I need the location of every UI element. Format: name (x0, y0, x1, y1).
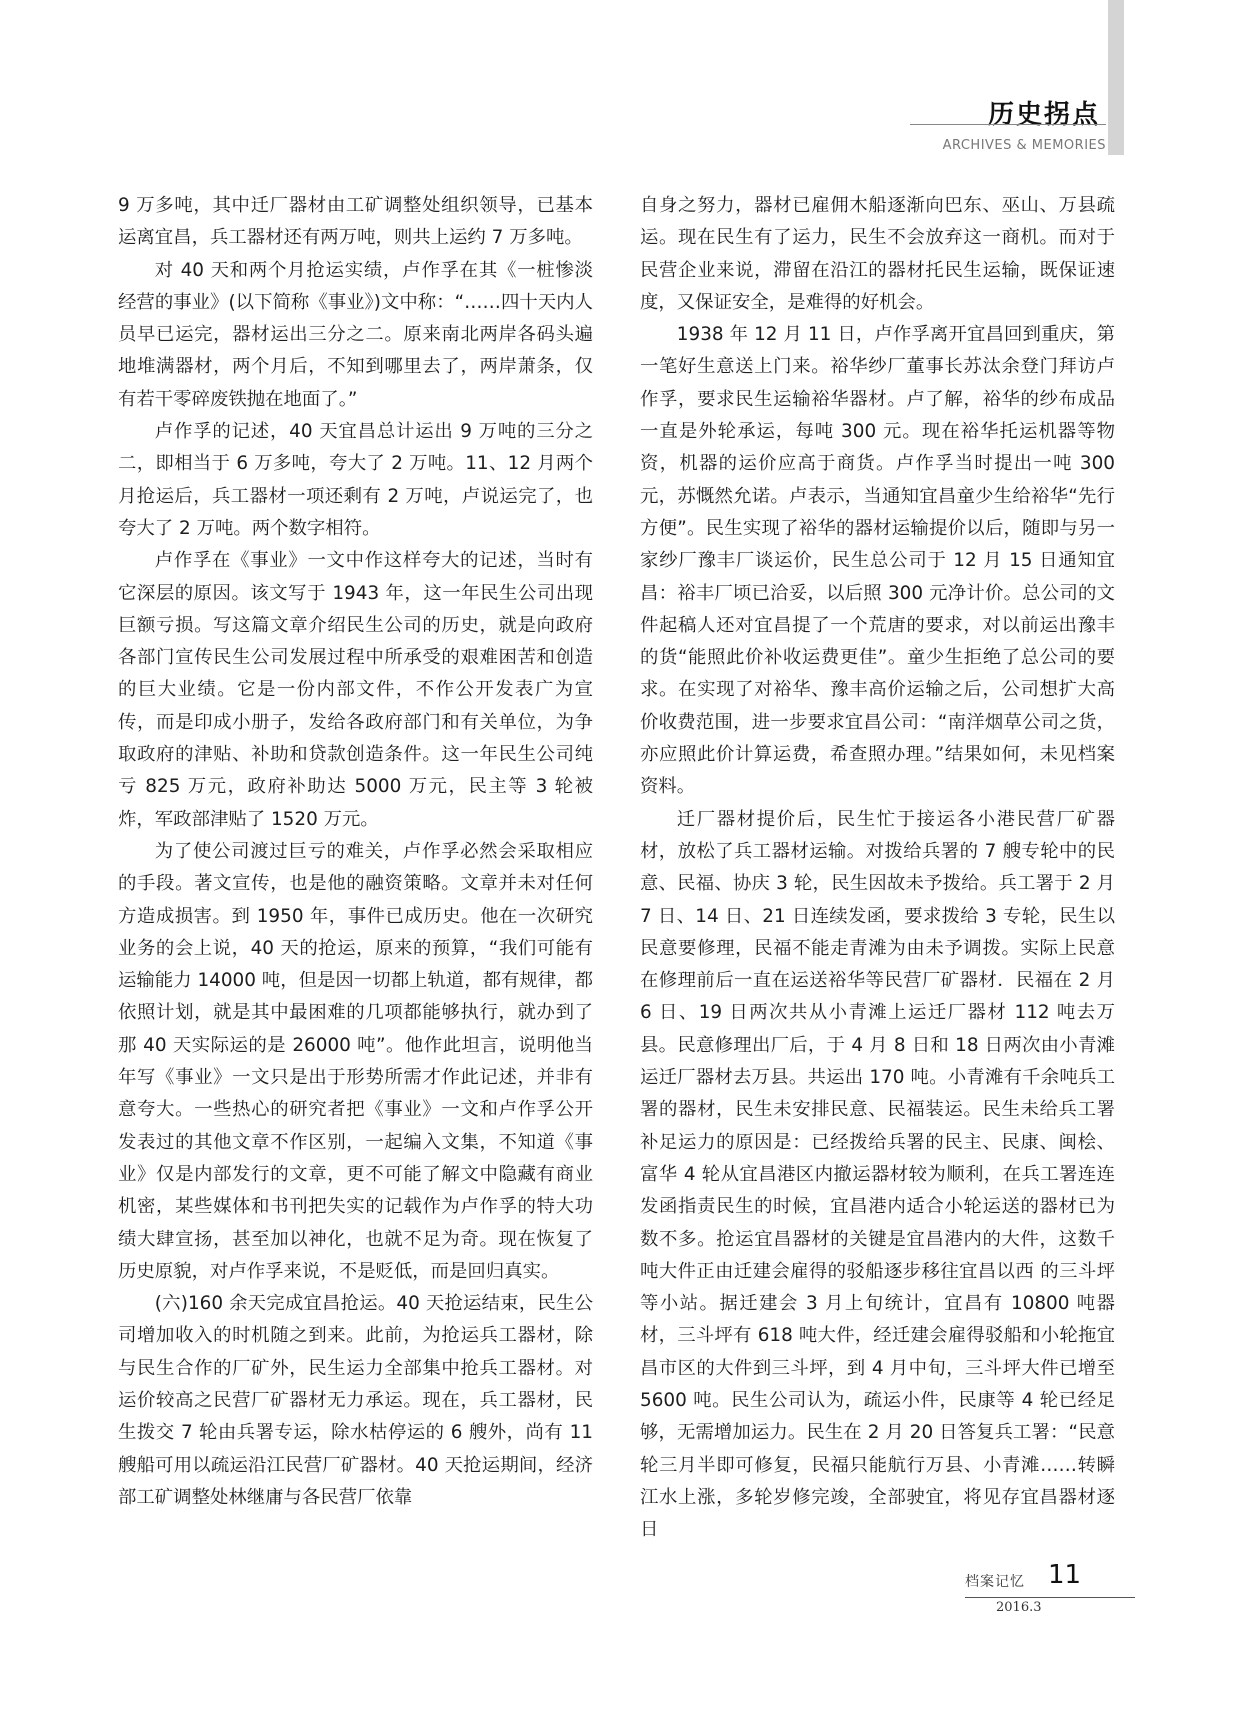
paragraph: 卢作孚的记述，40 天宜昌总计运出 9 万吨的三分之二，即相当于 6 万多吨，夸大了 2 万吨。11、12 月两个月抢运后，兵工器材一项还剩有 2 万吨，卢说运完了，也夸大了 2 万吨。两个数字相符。 (118, 421, 593, 539)
paragraph: 对 40 天和两个月抢运实绩，卢作孚在其《一桩惨淡经营的事业》(以下简称《事业》)文中称：“……四十天内人员早已运完，器材运出三分之二。原来南北两岸各码头遍地堆满器材，两个月后，不知到哪里去了，两岸萧条，仅有若干零碎废铁抛在地面了。” (118, 259, 593, 410)
right-column (640, 190, 1115, 1560)
paragraph: 自身之努力，器材已雇佣木船逐渐向巴东、巫山、万县疏运。现在民生有了运力，民生不会放弃这一商机。而对于民营企业来说，滞留在沿江的器材托民生运输，既保证速度，又保证安全，是难得的好机会。 (640, 195, 1115, 313)
paragraph: 迁厂器材提价后，民生忙于接运各小港民营厂矿器材，放松了兵工器材运输。对拨给兵署的 7 艘专轮中的民意、民福、协庆 3 轮，民生因故未予拨给。兵工署于 2 月 7 日、14 日、21 日连续发函，要求拨给 3 专轮，民生以民意要修理，民福不能走青滩为由未予调拨。实际上民意在修理前后一直在运送裕华等民营厂矿器材．民福在 2 月 6 日、19 日两次共从小青滩上运迁厂器材 112 吨去万县。民意修理出厂后，于 4 月 8 日和 18 日两次由小青滩运迁厂器材去万县。共运出 170 吨。小青滩有千余吨兵工署的器材，民生未安排民意、民福装运。民生未给兵工署补足运力的原因是：已经拨给兵署的民主、民康、闽桧、富华 4 轮从宜昌港区内撤运器材较为顺利，在兵工署连连发函指责民生的时候，宜昌港内适合小轮运送的器材已为数不多。抢运宜昌器材的关键是宜昌港内的大件，这数千吨大件正由迁建会雇得的驳船逐步移往宜昌以西 的三斗坪等小站。据迁建会 3 月上旬统计，宜昌有 10800 吨器材，三斗坪有 618 吨大件，经迁建会雇得驳船和小轮拖宜昌市区的大件到三斗坪，到 4 月中旬，三斗坪大件已增至 5600 吨。民生公司认为，疏运小件，民康等 4 轮已经足够，无需增加运力。民生在 2 月 20 日答复兵工署：“民意轮三月半即可修复，民福只能航行万县、小青滩……转瞬江水上涨，多轮岁修完竣，全部驶宜，将见存宜昌器材逐日 (640, 808, 1115, 1541)
footer-rule (965, 1597, 1135, 1598)
section-title: 历史拐点 (987, 100, 1100, 130)
paragraph: (六)160 余天完成宜昌抢运。40 天抢运结束，民生公司增加收入的时机随之到来。此前，为抢运兵工器材，除与民生合作的厂矿外，民生运力全部集中抢兵工器材。对运价较高之民营厂矿器材无力承运。现在，兵工器材，民生拨交 7 轮由兵署专运，除水枯停运的 6 艘外，尚有 11 艘船可用以疏运沿江民营厂矿器材。40 天抢运期间，经济部工矿调整处林继庸与各民营厂依靠 (118, 1293, 593, 1508)
paragraph: 1938 年 12 月 11 日，卢作孚离开宜昌回到重庆，第一笔好生意送上门来。裕华纱厂董事长苏汰余登门拜访卢作孚，要求民生运输裕华器材。卢了解，裕华的纱布成品一直是外轮承运，每吨 300 元。现在裕华托运机器等物资，机器的运价应高于商货。卢作孚当时提出一吨 300 元，苏慨然允诺。卢表示，当通知宜昌童少生给裕华“先行方便”。民生实现了裕华的器材运输提价以后，随即与另一家纱厂豫丰厂谈运价，民生总公司于 12 月 15 日通知宜昌：裕丰厂顷已洽妥，以后照 300 元净计价。总公司的文件起稿人还对宜昌提了一个荒唐的要求，对以前运出豫丰的货“能照此价补收运费更佳”。童少生拒绝了总公司的要求。在实现了对裕华、豫丰高价运输之后，公司想扩大高价收费范围，进一步要求宜昌公司：“南洋烟草公司之货，亦应照此价计算运费，希查照办理。”结果如何，未见档案资料。 (640, 324, 1115, 798)
page-edge-bar (1108, 0, 1124, 155)
footer-magazine-name: 档案记忆 (965, 1574, 1025, 1590)
header-rule (910, 124, 1106, 125)
issue-label: 2016.3 (996, 1600, 1042, 1615)
paragraph: 为了使公司渡过巨亏的难关，卢作孚必然会采取相应的手段。著文宣传，也是他的融资策略。文章并未对任何方造成损害。到 1950 年，事件已成历史。他在一次研究业务的会上说，40 天的抢运，原来的预算，“我们可能有运输能力 14000 吨，但是因一切都上轨道，都有规律，都依照计划，就是其中最困难的几项都能够执行，就办到了那 40 天实际运的是 26000 吨”。他作此坦言，说明他当年写《事业》一文只是出于形势所需才作此记述，并非有意夸大。一些热心的研究者把《事业》一文和卢作孚公开发表过的其他文章不作区别，一起编入文集，不知道《事业》仅是内部发行的文章，更不可能了解文中隐藏有商业机密，某些媒体和书刊把失实的记载作为卢作孚的特大功绩大肆宣扬，甚至加以神化，也就不足为奇。现在恢复了历史原貌，对卢作孚来说，不是贬低，而是回归真实。 (118, 840, 593, 1282)
page-number: 11 (1048, 1560, 1082, 1590)
left-column (118, 190, 593, 1560)
section-subtitle: ARCHIVES & MEMORIES (942, 138, 1106, 153)
paragraph: 9 万多吨，其中迁厂器材由工矿调整处组织领导，已基本运离宜昌，兵工器材还有两万吨，则共上运约 7 万多吨。 (118, 195, 593, 249)
paragraph: 卢作孚在《事业》一文中作这样夸大的记述，当时有它深层的原因。该文写于 1943 年，这一年民生公司出现巨额亏损。写这篇文章介绍民生公司的历史，就是向政府各部门宣传民生公司发展过程中所承受的艰难困苦和创造的巨大业绩。它是一份内部文件，不作公开发表广为宣传，而是印成小册子，发给各政府部门和有关单位，为争取政府的津贴、补助和贷款创造条件。这一年民生公司纯亏 825 万元，政府补助达 5000 万元，民主等 3 轮被炸，军政部津贴了 1520 万元。 (118, 550, 593, 830)
